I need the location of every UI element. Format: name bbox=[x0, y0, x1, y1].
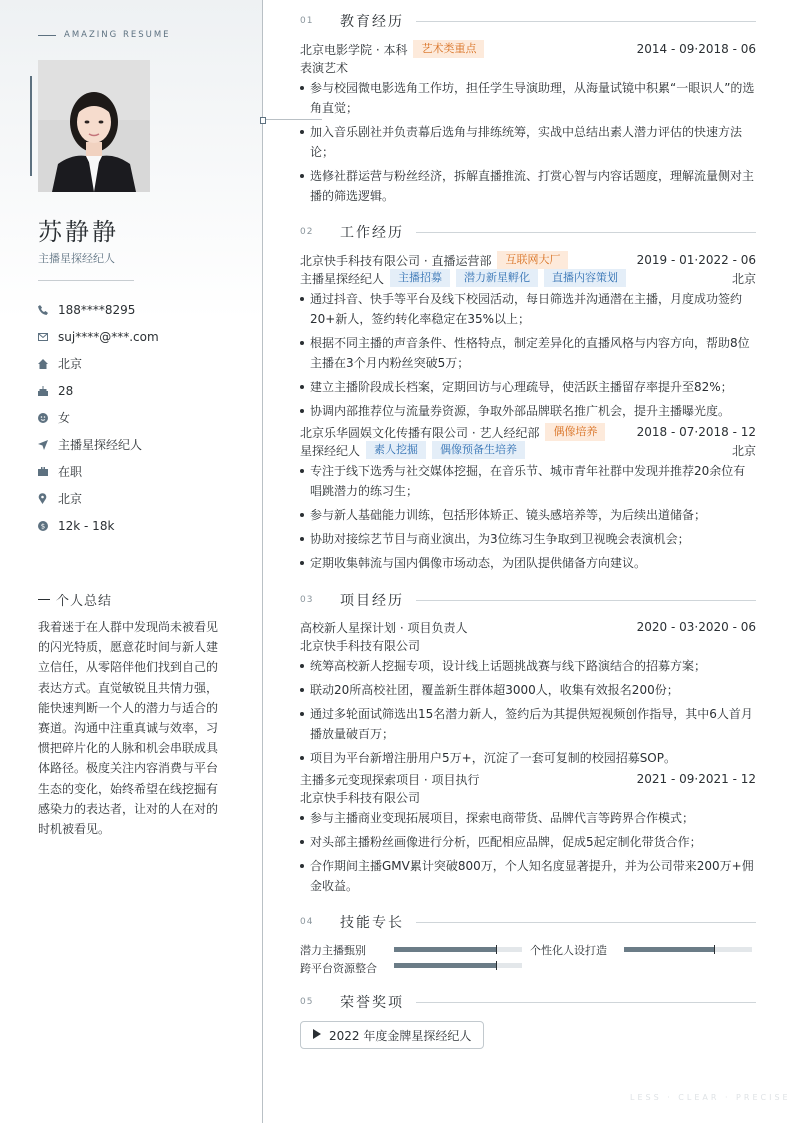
section-number: 05 bbox=[300, 997, 314, 1007]
photo-accent-line bbox=[30, 76, 32, 176]
project-bullet: 参与主播商业变现拓展项目，探索电商带货、品牌代言等跨界合作模式； bbox=[300, 808, 756, 828]
section-rule bbox=[416, 21, 756, 22]
home-text: 北京 bbox=[58, 357, 83, 371]
section-title: 荣誉奖项 bbox=[340, 995, 404, 1011]
email-icon bbox=[38, 333, 58, 341]
location-icon bbox=[38, 493, 58, 504]
project-dates: 2020 - 03·2020 - 06 bbox=[636, 620, 756, 634]
portrait-image bbox=[38, 60, 150, 192]
skill-level-fill bbox=[394, 947, 496, 952]
skill-level-marker bbox=[496, 961, 497, 970]
skill-tag: 潜力新星孵化 bbox=[456, 269, 538, 287]
target-role-text: 主播星探经纪人 bbox=[58, 438, 143, 452]
candidate-name: 苏静静 bbox=[38, 218, 119, 246]
footer-motto: LESS · CLEAR · PRECISE bbox=[630, 1093, 791, 1102]
section-work-header bbox=[300, 222, 756, 242]
info-salary bbox=[38, 512, 238, 539]
section-number: 01 bbox=[300, 16, 314, 26]
info-email bbox=[38, 323, 238, 350]
phone-icon bbox=[38, 305, 58, 315]
education-bullet: 参与校园微电影选角工作坊，担任学生导演助理，从海量试镜中积累“一眼识人”的选角直觉； bbox=[300, 78, 756, 118]
work-bullet: 建立主播阶段成长档案，定期回访与心理疏导，使活跃主播留存率提升至82%； bbox=[300, 377, 756, 397]
skill-tag: 直播内容策划 bbox=[544, 269, 626, 287]
company-tag: 互联网大厂 bbox=[497, 251, 568, 269]
company-name: 北京乐华圆娱文化传播有限公司 · 艺人经纪部 bbox=[300, 425, 540, 440]
skill-name: 跨平台资源整合 bbox=[300, 962, 377, 975]
email-text: suj****@***.com bbox=[58, 329, 159, 344]
summary-text: 我着迷于在人群中发现尚未被看见的闪光特质，愿意花时间与新人建立信任，从零陪伴他们找到自己的表达方式。直觉敏锐且共情力强，能快速判断一个人的潜力与适合的赛道。沟通中注重真诚与效率，习惯把碎片化的人脉和机会串联成具体路径。极度关注内容消费与平台生态的变化，始终希望在线挖掘有感染力的表达者，让对的人在对的时机被看见。 bbox=[38, 620, 219, 837]
work-city: 北京 bbox=[731, 443, 756, 458]
svg-text:$: $ bbox=[40, 522, 46, 530]
work-city: 北京 bbox=[731, 271, 756, 286]
info-gender bbox=[38, 404, 238, 431]
skill-item bbox=[300, 960, 377, 976]
sidebar bbox=[0, 0, 263, 1123]
divider bbox=[38, 280, 134, 281]
skill-name: 潜力主播甄别 bbox=[300, 944, 366, 957]
work-bullet: 根据不同主播的声音条件、性格特点，制定差异化的直播风格与内容方向，帮助8位主播在3个月内粉丝突破5万； bbox=[300, 333, 756, 373]
skill-level-bar bbox=[394, 963, 522, 968]
education-bullet: 选修社群运营与粉丝经济，拆解直播推流、打赏心智与内容话题度，理解流量侧对主播的筛选逻辑。 bbox=[300, 166, 756, 206]
work-bullet: 通过抖音、快手等平台及线下校园活动，每日筛选并沟通潜在主播，月度成功签约20+新人，签约转化率稳定在35%以上； bbox=[300, 289, 756, 329]
section-title: 教育经历 bbox=[340, 14, 404, 30]
project-company: 北京快手科技有限公司 bbox=[300, 638, 421, 653]
phone-text: 188****8295 bbox=[58, 302, 136, 317]
section-education-header bbox=[300, 11, 756, 31]
section-title: 项目经历 bbox=[340, 593, 404, 609]
send-icon bbox=[38, 440, 58, 450]
skill-name: 个性化人设打造 bbox=[530, 944, 607, 957]
section-awards-header bbox=[300, 992, 756, 1012]
work-bullet: 协助对接综艺节目与商业演出，为3位练习生争取到卫视晚会表演机会； bbox=[300, 529, 756, 549]
work-entry bbox=[300, 423, 756, 573]
section-number: 04 bbox=[300, 917, 314, 927]
project-bullet: 合作期间主播GMV累计突破800万，个人知名度显著提升，并为公司带来200万+佣金收益。 bbox=[300, 856, 756, 896]
info-phone bbox=[38, 296, 238, 323]
info-target-role bbox=[38, 431, 238, 458]
skill-level-bar bbox=[394, 947, 522, 952]
education-bullet: 加入音乐剧社并负责幕后选角与排练统筹，实战中总结出素人潜力评估的快速方法论； bbox=[300, 122, 756, 162]
section-skills-header bbox=[300, 912, 756, 932]
job-role: 主播星探经纪人 bbox=[300, 271, 385, 286]
award-badge bbox=[300, 1021, 484, 1049]
company-tag: 偶像培养 bbox=[545, 423, 605, 441]
profile-photo bbox=[38, 60, 150, 192]
education-entry bbox=[300, 40, 756, 206]
section-project-header bbox=[300, 590, 756, 610]
section-rule bbox=[416, 600, 756, 601]
salary-text: 12k - 18k bbox=[58, 518, 115, 533]
work-bullet: 协调内部推荐位与流量券资源，争取外部品牌联名推广机会，提升主播曝光度。 bbox=[300, 401, 756, 421]
education-dates: 2014 - 09·2018 - 06 bbox=[636, 42, 756, 56]
skill-level-marker bbox=[496, 945, 497, 954]
skill-level-fill bbox=[624, 947, 714, 952]
play-triangle-icon bbox=[313, 1028, 321, 1042]
project-bullet: 联动20所高校社团，覆盖新生群体超3000人，收集有效报名200份； bbox=[300, 680, 756, 700]
project-name: 主播多元变现探索项目 · 项目执行 bbox=[300, 772, 480, 787]
project-bullet: 对头部主播粉丝画像进行分析，匹配相应品牌，促成5起定制化带货合作； bbox=[300, 832, 756, 852]
skill-tag: 主播招募 bbox=[390, 269, 450, 287]
project-entry bbox=[300, 770, 756, 896]
gender-icon bbox=[38, 413, 58, 423]
work-bullet: 定期收集韩流与国内偶像市场动态，为团队提供储备方向建议。 bbox=[300, 553, 756, 573]
info-age bbox=[38, 377, 238, 404]
job-role: 星探经纪人 bbox=[300, 443, 361, 458]
briefcase-icon bbox=[38, 467, 58, 476]
section-rule bbox=[416, 922, 756, 923]
school-tag: 艺术类重点 bbox=[413, 40, 484, 58]
section-number: 03 bbox=[300, 595, 314, 605]
award-text: 2022 年度金牌星探经纪人 bbox=[329, 1028, 472, 1043]
gender-text: 女 bbox=[58, 411, 71, 425]
project-name: 高校新人星探计划 · 项目负责人 bbox=[300, 620, 468, 635]
status-text: 在职 bbox=[58, 465, 83, 479]
birthday-icon bbox=[38, 386, 58, 396]
work-entry bbox=[300, 251, 756, 421]
project-entry bbox=[300, 618, 756, 768]
info-status bbox=[38, 458, 238, 485]
project-bullet: 通过多轮面试筛选出15名潜力新人，签约后为其提供短视频创作指导，其中6人首月播放量破百万； bbox=[300, 704, 756, 744]
section-title: 工作经历 bbox=[340, 225, 404, 241]
work-bullet: 专注于线下选秀与社交媒体挖掘，在音乐节、城市青年社群中发现并推荐20余位有唱跳潜力的练习生； bbox=[300, 461, 756, 501]
contact-info-list bbox=[38, 296, 238, 539]
summary-heading: 个人总结 bbox=[38, 590, 112, 609]
project-dates: 2021 - 09·2021 - 12 bbox=[636, 772, 756, 786]
skill-level-marker bbox=[714, 945, 715, 954]
location-text: 北京 bbox=[58, 492, 83, 506]
school-name: 北京电影学院 · 本科 bbox=[300, 42, 408, 57]
brand-label: AMAZING RESUME bbox=[38, 30, 171, 40]
skill-item bbox=[300, 942, 366, 958]
section-rule bbox=[416, 1002, 756, 1003]
age-text: 28 bbox=[58, 383, 74, 398]
home-icon bbox=[38, 359, 58, 369]
skill-level-bar bbox=[624, 947, 752, 952]
work-dates: 2019 - 01·2022 - 06 bbox=[636, 253, 756, 267]
major: 表演艺术 bbox=[300, 60, 349, 75]
company-name: 北京快手科技有限公司 · 直播运营部 bbox=[300, 253, 492, 268]
connector-marker bbox=[260, 117, 266, 124]
work-bullet: 参与新人基础能力训练，包括形体矫正、镜头感培养等，为后续出道储备； bbox=[300, 505, 756, 525]
skill-tag: 素人挖掘 bbox=[366, 441, 426, 459]
project-company: 北京快手科技有限公司 bbox=[300, 790, 421, 805]
candidate-title: 主播星探经纪人 bbox=[38, 252, 115, 265]
project-bullet: 统筹高校新人挖掘专项，设计线上话题挑战赛与线下路演结合的招募方案； bbox=[300, 656, 756, 676]
info-location bbox=[38, 485, 238, 512]
section-rule bbox=[416, 232, 756, 233]
work-dates: 2018 - 07·2018 - 12 bbox=[636, 425, 756, 439]
project-bullet: 项目为平台新增注册用户5万+，沉淀了一套可复制的校园招募SOP。 bbox=[300, 748, 756, 768]
skill-item bbox=[530, 942, 607, 958]
info-home bbox=[38, 350, 238, 377]
salary-icon bbox=[38, 521, 58, 531]
skill-tag: 偶像预备生培养 bbox=[432, 441, 525, 459]
skill-level-fill bbox=[394, 963, 496, 968]
section-title: 技能专长 bbox=[340, 915, 404, 931]
section-number: 02 bbox=[300, 227, 314, 237]
